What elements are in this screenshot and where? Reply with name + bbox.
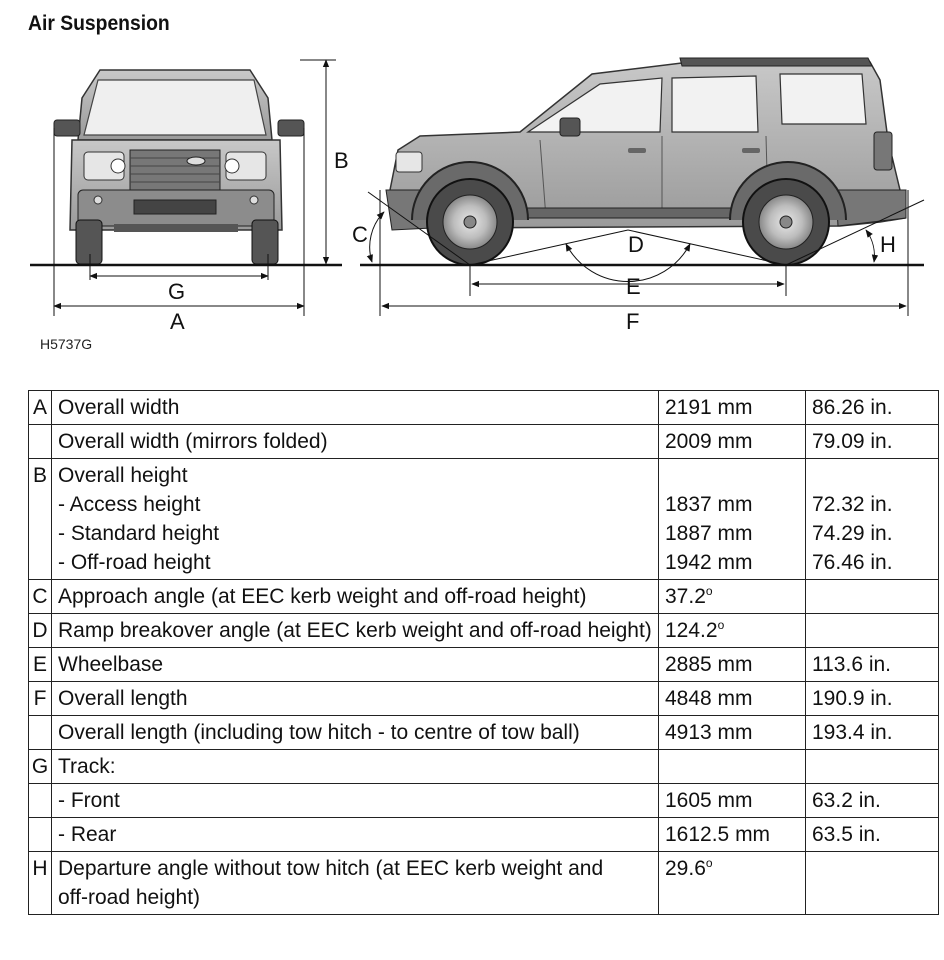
row-description: [52, 716, 659, 750]
metric-value: 1605 mm: [665, 789, 753, 812]
row-metric-value: [659, 391, 806, 425]
row-key: G: [29, 750, 52, 784]
row-imperial-value: [806, 716, 939, 750]
metric-value: 1612.5 mm: [665, 823, 771, 846]
degree-symbol: o: [705, 584, 713, 598]
figure-code: H5737G: [40, 336, 93, 352]
imperial-value: 76.46 in.: [812, 551, 893, 574]
row-metric-value: [659, 852, 806, 915]
row-metric-value: [659, 648, 806, 682]
description-line: - Front: [58, 789, 120, 812]
row-metric-value: [659, 425, 806, 459]
row-imperial-value: [806, 648, 939, 682]
degree-symbol: o: [705, 856, 713, 870]
row-description: [52, 614, 659, 648]
description-line: Overall length (including tow hitch - to centre of tow ball): [58, 721, 580, 744]
metric-value: 1942 mm: [665, 551, 753, 574]
imperial-value: [812, 752, 932, 781]
row-description: [52, 818, 659, 852]
row-description: [52, 750, 659, 784]
row-description: [52, 682, 659, 716]
metric-value: 2009 mm: [665, 430, 753, 453]
dimensions-table: [28, 390, 939, 915]
table-row: [29, 716, 939, 750]
metric-value: 37.2$^o$: [665, 584, 713, 608]
dim-label-d: D: [628, 232, 644, 257]
row-imperial-value: [806, 784, 939, 818]
metric-value: 124.2$^o$: [665, 618, 725, 642]
table-row: [29, 580, 939, 614]
description-line: Overall width: [58, 396, 180, 419]
imperial-value: 193.4 in.: [812, 721, 893, 744]
row-imperial-value: [806, 425, 939, 459]
row-metric-value: [659, 818, 806, 852]
description-line: Overall length: [58, 687, 188, 710]
imperial-value: 86.26 in.: [812, 396, 893, 419]
row-key: [29, 784, 52, 818]
imperial-value: 190.9 in.: [812, 687, 893, 710]
dim-label-c: C: [352, 222, 368, 247]
row-metric-value: [659, 784, 806, 818]
dimensions-table-body: [29, 391, 939, 915]
metric-value: 2191 mm: [665, 396, 753, 419]
dim-label-e: E: [626, 274, 641, 299]
metric-value: 29.6$^o$: [665, 856, 713, 880]
table-row: [29, 425, 939, 459]
row-imperial-value: [806, 818, 939, 852]
table-row: [29, 784, 939, 818]
row-imperial-value: [806, 852, 939, 915]
row-description: [52, 425, 659, 459]
page-title: Air Suspension: [28, 12, 170, 35]
row-metric-value: [659, 614, 806, 648]
imperial-value: 72.32 in.: [812, 493, 893, 516]
vehicle-dimension-diagram: [0, 40, 944, 340]
dim-label-a: A: [170, 309, 185, 334]
metric-value: [665, 752, 799, 781]
imperial-value: 79.09 in.: [812, 430, 893, 453]
row-imperial-value: [806, 614, 939, 648]
front-view: [54, 70, 304, 264]
row-key: A: [29, 391, 52, 425]
metric-value: 1887 mm: [665, 522, 753, 545]
metric-value: 2885 mm: [665, 653, 753, 676]
description-line: Overall height: [58, 464, 188, 487]
dim-label-b: B: [334, 148, 349, 173]
metric-value: [665, 461, 799, 490]
imperial-value: [812, 854, 932, 883]
row-metric-value: [659, 716, 806, 750]
table-row: [29, 648, 939, 682]
row-description: [52, 648, 659, 682]
row-imperial-value: [806, 580, 939, 614]
row-imperial-value: [806, 459, 939, 580]
imperial-value: 74.29 in.: [812, 522, 893, 545]
row-key: [29, 818, 52, 852]
description-line: - Access height: [58, 493, 201, 516]
row-metric-value: [659, 459, 806, 580]
row-description: [52, 852, 659, 915]
description-line: Wheelbase: [58, 653, 164, 676]
imperial-value: 63.5 in.: [812, 823, 881, 846]
row-key: D: [29, 614, 52, 648]
row-imperial-value: [806, 750, 939, 784]
metric-value: 4848 mm: [665, 687, 753, 710]
table-row: [29, 391, 939, 425]
description-line: Track:: [58, 755, 116, 778]
description-line: - Off-road height: [58, 551, 211, 574]
table-row: [29, 852, 939, 915]
dim-label-f: F: [626, 309, 640, 334]
row-key: E: [29, 648, 52, 682]
imperial-value: [812, 461, 932, 490]
description-line: off-road height): [58, 886, 201, 909]
description-line: Departure angle without tow hitch (at EEC kerb weight and: [58, 857, 604, 880]
metric-value: 4913 mm: [665, 721, 753, 744]
row-key: B: [29, 459, 52, 580]
row-key: H: [29, 852, 52, 915]
metric-value: 1837 mm: [665, 493, 753, 516]
row-key: C: [29, 580, 52, 614]
table-row: [29, 459, 939, 580]
row-description: [52, 784, 659, 818]
table-row: [29, 750, 939, 784]
description-line: - Rear: [58, 823, 117, 846]
row-description: [52, 580, 659, 614]
table-row: [29, 818, 939, 852]
row-imperial-value: [806, 682, 939, 716]
description-line: Overall width (mirrors folded): [58, 430, 328, 453]
imperial-value: 113.6 in.: [812, 653, 892, 676]
dim-label-h: H: [880, 232, 896, 257]
imperial-value: 63.2 in.: [812, 789, 881, 812]
row-imperial-value: [806, 391, 939, 425]
imperial-value: [812, 582, 932, 611]
row-key: F: [29, 682, 52, 716]
description-line: - Standard height: [58, 522, 220, 545]
table-row: [29, 682, 939, 716]
table-row: [29, 614, 939, 648]
imperial-value: [812, 616, 932, 645]
row-key: [29, 716, 52, 750]
description-line: Approach angle (at EEC kerb weight and off-road height): [58, 585, 587, 608]
dim-label-g: G: [168, 279, 186, 304]
row-metric-value: [659, 750, 806, 784]
description-line: Ramp breakover angle (at EEC kerb weight and off-road height): [58, 619, 652, 642]
row-description: [52, 459, 659, 580]
degree-symbol: o: [717, 618, 725, 632]
row-description: [52, 391, 659, 425]
row-key: [29, 425, 52, 459]
row-metric-value: [659, 682, 806, 716]
row-metric-value: [659, 580, 806, 614]
